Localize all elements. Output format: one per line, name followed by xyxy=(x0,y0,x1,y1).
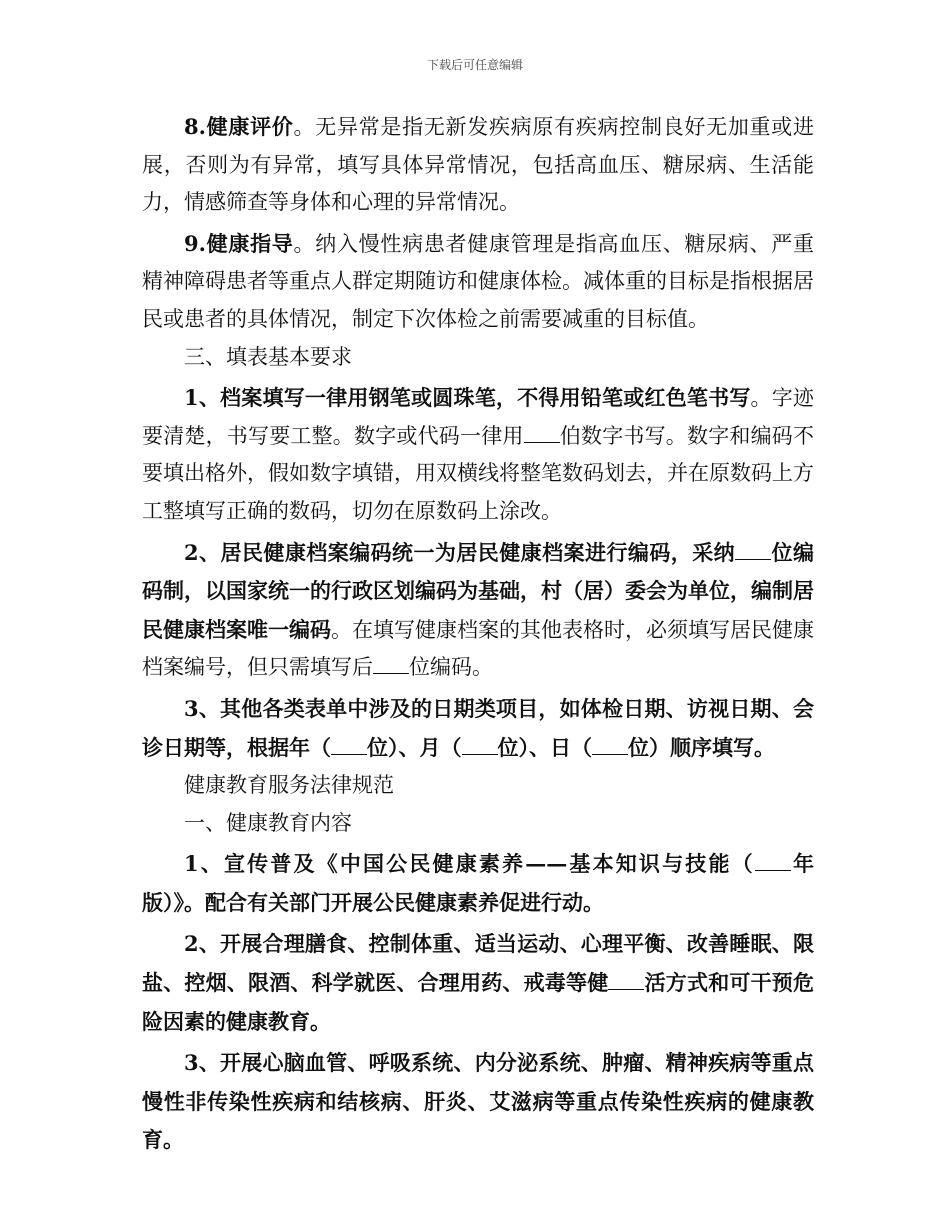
requirement-2 xyxy=(142,534,814,687)
fill-blank xyxy=(735,559,771,560)
fill-blank xyxy=(373,673,409,674)
document-body xyxy=(142,108,814,1160)
education-bold-text: 年版）》。配合有关部门开展公民健康素养促进行动。 xyxy=(142,851,814,915)
fill-blank xyxy=(331,754,367,755)
education-bold-text: 1、宣传普及《中国公民健康素养——基本知识与技能（ xyxy=(184,851,755,877)
requirement-bold-text: 1、档案填写一律用钢笔或圆珠笔，不得用铅笔或红色笔书写 xyxy=(184,385,751,411)
section-heading: 一、健康教育内容 xyxy=(184,810,352,835)
document-title: 健康教育服务法律规范 xyxy=(184,773,394,798)
paragraph-health-guidance xyxy=(142,225,814,339)
paragraph-health-evaluation xyxy=(142,108,814,222)
requirement-1 xyxy=(142,379,814,530)
fill-blank xyxy=(755,870,791,871)
item-text: 。纳入慢性病患者健康管理是指高血压、糖尿病、严重精神障碍患者等重点人群定期随访和健康体检。减体重的目标是指根据居民或患者的具体情况，制定下次体检之前需要减重的目标值。 xyxy=(142,231,814,331)
requirement-bold-text: 2、居民健康档案编码统一为居民健康档案进行编码，采纳 xyxy=(184,539,736,565)
section-heading: 三、填表基本要求 xyxy=(184,344,352,369)
requirement-text: 。字迹要清楚，书写要工整。数字或代码一律用 xyxy=(142,386,814,448)
item-title: 8.健康评价 xyxy=(184,114,294,139)
education-item-3 xyxy=(142,1044,814,1160)
fill-blank xyxy=(462,754,498,755)
education-bold-text: 活方式和可干预危险因素的健康教育。 xyxy=(142,970,815,1034)
requirement-text: 。在填写健康档案的其他表格时，必须填写居民健康档案编号，但只需填写后 xyxy=(142,617,814,680)
fill-blank xyxy=(524,442,560,443)
requirement-text: 伯数字书写。数字和编码不要填出格外，假如数字填错，用双横线将整笔数码划去，并在原数码上方工整填写正确的数码，切勿在原数码上涂改。 xyxy=(142,423,815,523)
fill-blank xyxy=(608,989,644,990)
fill-blank xyxy=(592,754,628,755)
requirement-bold-text: 位）、日（ xyxy=(497,734,592,760)
item-title: 9.健康指导 xyxy=(184,230,294,256)
education-item-1 xyxy=(142,845,814,922)
page-header: 下载后可任意编辑 xyxy=(426,58,523,72)
education-bold-text: 3、开展心脑血管、呼吸系统、内分泌系统、肿瘤、精神疾病等重点慢性非传染性疾病和结核病、肝炎、艾滋病等重点传染性疾病的健康教育。 xyxy=(142,1050,814,1153)
requirement-bold-text: 位）顺序填写。 xyxy=(628,734,775,760)
education-bold-text: 2、开展合理膳食、控制体重、适当运动、心理平衡、改善睡眠、限盐、控烟、限酒、科学就医、合理用药、戒毒等健 xyxy=(142,931,814,996)
requirement-bold-text: 位）、月（ xyxy=(367,734,462,760)
item-text: 。无异常是指无新发疾病原有疾病控制良好无加重或进展，否则为有异常，填写具体异常情况，包括高血压、糖尿病、生活能力，情感筛查等身体和心理的异常情况。 xyxy=(142,115,814,215)
requirement-bold-text: 位编码制，以国家统一的行政区划编码为基础，村（居）委会为单位，编制居民健康档案唯一编码 xyxy=(142,539,814,642)
requirement-3 xyxy=(142,690,814,767)
requirement-text: 位编码。 xyxy=(409,655,493,680)
education-item-2 xyxy=(142,925,814,1041)
requirement-bold-text: 3、其他各类表单中涉及的日期类项目，如体检日期、访视日期、会诊日期等，根据年（ xyxy=(142,695,814,760)
